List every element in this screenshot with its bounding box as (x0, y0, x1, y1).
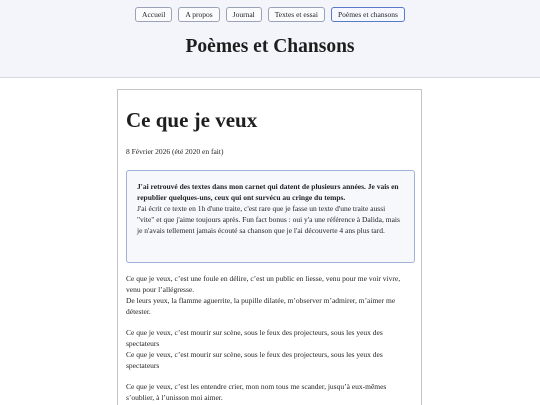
post-title: Ce que je veux (126, 108, 258, 132)
poem-line: Ce que je veux, c’est mourir sur scène, sous le feux des projecteurs, sous les yeux des spectateurs (126, 350, 383, 370)
poem-line: Ce que je veux, c’est les entendre crier, mon nom tous me scander, jusqu’à eux-mêmes s’oublier, à l’unisson moi aimer. (126, 382, 387, 402)
stanza (126, 381, 415, 403)
site-header (0, 0, 540, 78)
nav-poemes-et-chansons[interactable]: Poèmes et chansons (331, 7, 405, 22)
main-nav (0, 7, 540, 22)
nav-journal[interactable]: Journal (226, 7, 262, 22)
nav-a-propos[interactable]: A propos (178, 7, 219, 22)
author-note-bold: J'ai retrouvé des textes dans mon carnet qui datent de plusieurs années. Je vais en republier quelques-uns, ceux qui ont survécu au cringe du temps. (137, 182, 399, 202)
poem-line: De leurs yeux, la flamme aguerrite, la pupille dilatée, m’observer m’admirer, m’aimer me détester. (126, 296, 396, 316)
author-note (126, 170, 415, 263)
stanza (126, 327, 415, 371)
nav-textes-et-essai[interactable]: Textes et essai (268, 7, 325, 22)
site-title: Poèmes et Chansons (185, 36, 355, 57)
author-note-text: J'ai écrit ce texte en 1h d'une traite, c'est rare que je fasse un texte d'une traite aussi "vite" et que j'aime toujours après. Fun fact bonus : oui y'a une référence à Dalida, mais je n'avais tellement jamais écouté sa chanson que je l'ai découverte 4 ans plus tard. (137, 204, 400, 235)
poem-line: Ce que je veux, c’est mourir sur scène, sous le feux des projecteurs, sous les yeux des spectateurs (126, 328, 383, 348)
poem-line: Ce que je veux, c’est une foule en délire, c’est un public en liesse, venu pour me voir vivre, venu pour l’allégresse. (126, 274, 401, 294)
nav-accueil[interactable]: Accueil (135, 7, 172, 22)
stanza (126, 273, 415, 317)
post-date: 8 Février 2026 (été 2020 en fait) (126, 147, 224, 156)
post-card (117, 89, 422, 405)
poem-body (126, 273, 415, 405)
